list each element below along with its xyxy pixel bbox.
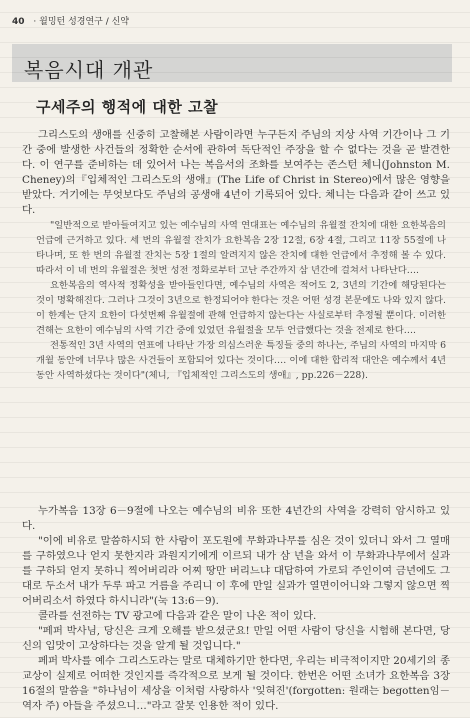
running-head-series: 윌밍턴 성경연구 / 신약 <box>39 17 130 27</box>
page-number: 40 <box>12 17 25 27</box>
body-paragraph: "페퍼 박사님, 당신은 크게 오해를 받으셨군요! 만일 어떤 사람이 당신을 시험해 본다면, 당신의 입맛이 고상하다는 것을 알게 될 것입니다." <box>22 625 450 652</box>
section-subtitle: 구세주의 행적에 대한 고찰 <box>36 98 219 116</box>
quote-paragraph: "일반적으로 받아들여지고 있는 예수님의 사역 연대표는 예수님의 유월절 잔치에 대한 요한복음의 언급에 근거하고 있다. 세 번의 유월절 잔치가 요한복음 2장 12절, 6장 4절, 그리고 11장 55절에 나타나며, 또 한 번의 유월절 잔치는 5장 1절의 알려지지 않은 잔치에 대한 언급에서 추정해 볼 수 있다. 따라서 이 네 번의 유월절은 첫번 성전 정화로부터 고난 주간까지 삼 년간에 걸쳐서 나타난다…. <box>36 220 446 276</box>
intro-text <box>22 128 450 218</box>
intro-paragraph: 그리스도의 생애를 신중히 고찰해본 사람이라면 누구든지 주님의 지상 사역 기간이나 그 기간 중에 발생한 사건들의 정확한 순서에 관하여 독단적인 주장을 할 수 없다는 것을 곧 발견한다. 이 연구를 준비하는 데 있어서 나는 복음서의 조화를 보여주는 존스턴 체니(Johnston M. Cheney)의『입체적인 그리스도의 생애』(The Life of Christ in Stereo)에서 많은 영향을 받았다. 거기에는 무엇보다도 주님의 공생애 4년이 기록되어 있다. 체니는 다음과 같이 쓰고 있다. <box>22 129 450 216</box>
title-banner <box>12 44 452 82</box>
body-paragraph: "이에 비유로 말씀하시되 한 사람이 포도원에 무화과나무를 심은 것이 있더니 와서 그 열매를 구하였으나 얻지 못한지라 과원지기에게 이르되 내가 삼 년을 와서 이 무화과나무에서 실과를 구하되 얻지 못하니 찍어버리라 어찌 땅만 버리느냐 대답하여 가로되 주인이여 금년에도 그대로 두소서 내가 두루 파고 거름을 주리니 이 후에 만일 실과가 열면이어니와 그렇지 않으면 찍어버리소서 하였다 하시니라"(눅 13:6－9). <box>22 535 450 607</box>
running-head <box>12 14 129 27</box>
quote-paragraph: 전통적인 3년 사역의 연표에 나타난 가장 의심스러운 특징들 중의 하나는, 주님의 사역의 마지막 6개월 동안에 너무나 많은 사건들이 포함되어 있다는 것이다…. 이에 대한 합리적 대안은 예수께서 4년 동안 사역하셨다는 것이다"(체니, 『입체적인 그리스도의 생애』, pp.226－228). <box>36 340 446 381</box>
body-paragraph: 페퍼 박사를 예수 그리스도라는 말로 대체하기만 한다면, 우리는 비극적이지만 20세기의 종교상이 실제로 어떠한 것인지를 즉각적으로 보게 될 것이다. 한번은 어떤 소녀가 요한복음 3장 16절의 말씀을 "하나님이 세상을 이처럼 사랑하사 '잊혀진'(forgotten: 원래는 begotten임－역자 주) 아들을 주셨으니…"라고 잘못 인용한 적이 있다. <box>22 655 450 712</box>
body-text <box>22 504 450 714</box>
body-paragraph: 콜라를 선전하는 TV 광고에 다음과 같은 말이 나온 적이 있다. <box>38 610 317 622</box>
block-quote <box>36 218 446 383</box>
quote-paragraph: 요한복음의 역사적 정확성을 받아들인다면, 예수님의 사역은 적어도 2, 3년의 기간에 해당된다는 것이 명확해진다. 그러나 그것이 3년으로 한정되어야 한다는 것은 어떤 성경 본문에도 나와 있지 않다. 이 한계는 단지 요한이 다섯번째 유월절에 관해 언급하지 않는다는 사실로부터 추정될 뿐이다. 이러한 견해는 요한이 예수님의 사역 기간 중에 있었던 유월절을 모두 언급했다는 것을 전제로 한다…. <box>36 280 446 336</box>
body-paragraph: 누가복음 13장 6－9절에 나오는 예수님의 비유 또한 4년간의 사역을 강력히 암시하고 있다. <box>22 505 450 532</box>
page-title: 복음시대 개관 <box>24 58 154 82</box>
running-head-separator: · <box>33 17 37 27</box>
